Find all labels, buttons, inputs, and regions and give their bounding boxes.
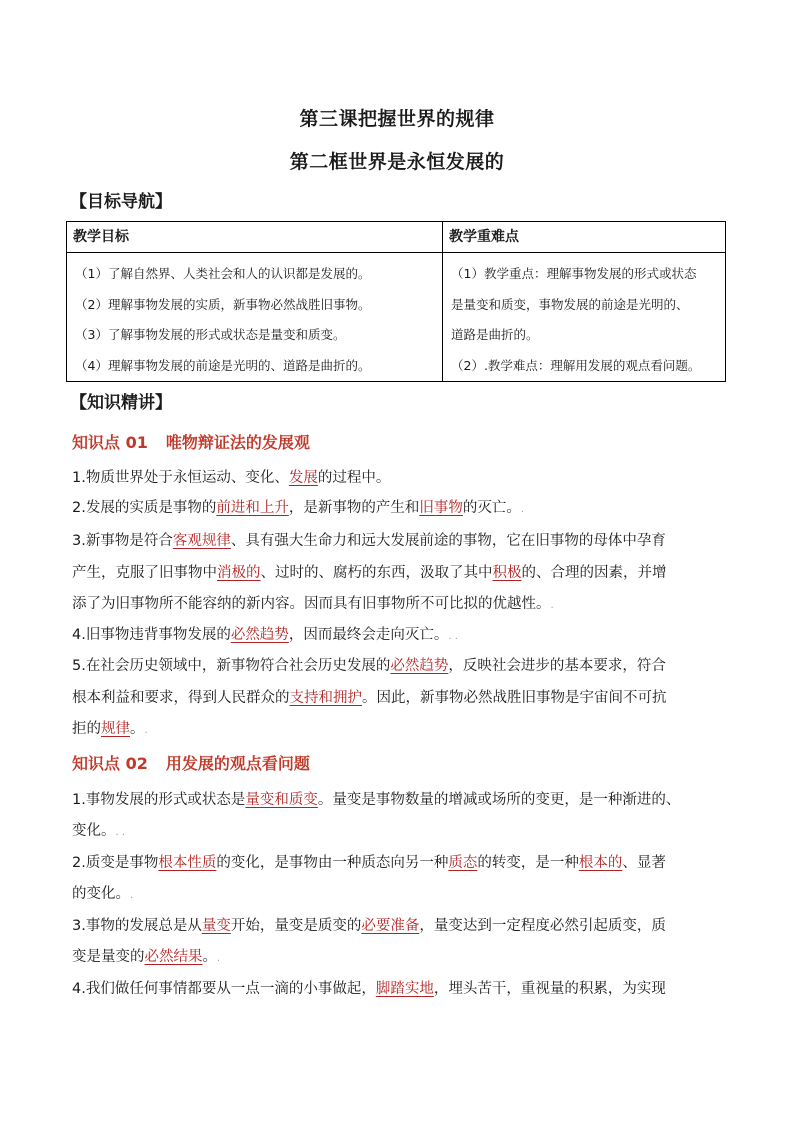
knowledge-point-2-heading — [72, 751, 310, 774]
keypoint-line: （1）教学重点：理解事物发展的形式或状态 — [451, 266, 697, 281]
objective-line: （3）了解事物发展的形式或状态是量变和质变。 — [75, 327, 346, 342]
answer-blank: 积极 — [492, 565, 522, 581]
text-segment: 。因此，新事物必然战胜旧事物是宇宙间不可抗 — [362, 690, 667, 706]
text-segment: ，埋头苦干，重视量的积累，为实现 — [433, 981, 666, 997]
keypoint-line: 是量变和质变，事物发展的前途是光明的、 — [451, 296, 689, 312]
text-segment: 的转变，是一种 — [477, 855, 579, 871]
text-segment: 5.在社会历史领域中，新事物符合社会历史发展的 — [72, 658, 391, 674]
text-segment: 根本利益和要求，得到人民群众的 — [72, 690, 290, 706]
text-segment: 。 — [202, 949, 217, 965]
text-segment: 开始，量变是质变的 — [230, 918, 362, 934]
text-segment: 变化。 — [72, 823, 116, 839]
kp1-line — [72, 492, 732, 526]
answer-blank: 旧事物 — [419, 500, 463, 516]
objectives-cell — [67, 253, 443, 382]
text-segment: 3.新事物是符合 — [72, 533, 173, 549]
objective-line: （4）理解事物发展的前途是光明的、道路是曲折的。 — [75, 357, 371, 373]
marker-dot: . — [520, 504, 525, 515]
answer-blank: 必然趋势 — [230, 627, 289, 643]
marker-dot: . . — [115, 827, 126, 838]
kp2-line — [72, 847, 732, 879]
answer-blank: 前进和上升 — [216, 500, 289, 516]
marker-dot: . — [130, 890, 134, 901]
kp1-line — [72, 619, 732, 653]
text-segment: 的变化。 — [72, 886, 130, 902]
kp2-line — [72, 941, 732, 975]
text-segment: 。 — [130, 721, 145, 737]
answer-blank: 量变和质变 — [245, 792, 318, 808]
goals-table — [66, 221, 726, 382]
section-subtitle: 第二框世界是永恒发展的 — [289, 151, 505, 173]
text-segment: 产生，克服了旧事物中 — [72, 565, 217, 581]
text-segment: ，量变达到一定程度必然引起质变，质 — [419, 918, 666, 934]
kp1-line — [72, 462, 732, 494]
answer-blank: 必要准备 — [361, 918, 420, 934]
keypoint-line: （2）.教学难点：理解用发展的观点看问题。 — [451, 357, 701, 373]
text-segment: ，反映社会进步的基本要求，符合 — [448, 658, 666, 674]
answer-blank: 脚踏实地 — [375, 981, 434, 997]
text-segment: 2.质变是事物 — [72, 855, 159, 871]
knowledge-heading: 【知识精讲】 — [70, 393, 172, 413]
text-segment: 1.事物发展的形式或状态是 — [72, 792, 246, 808]
text-segment: ，因而最终会走向灭亡。 — [288, 627, 449, 643]
keypoint-line: 道路是曲折的。 — [451, 327, 539, 342]
answer-blank: 规律 — [101, 721, 130, 737]
objective-line: （2）理解事物发展的实质，新事物必然战胜旧事物。 — [75, 296, 371, 312]
objective-line: （1）了解自然界、人类社会和人的认识都是发展的。 — [75, 266, 371, 281]
kp1-line — [72, 650, 732, 682]
kp2-line — [72, 910, 732, 942]
lesson-title: 第三课把握世界的规律 — [299, 108, 495, 130]
kp1-line — [72, 713, 732, 747]
knowledge-point-1-heading — [72, 430, 310, 453]
kp2-line — [72, 973, 732, 1005]
marker-dot: . . — [448, 631, 458, 642]
kp2-line — [72, 878, 732, 912]
kp2-line — [72, 815, 732, 849]
goals-header-objectives: 教学目标 — [67, 222, 443, 253]
text-segment: 、显著 — [622, 855, 666, 871]
kp2-line — [72, 784, 732, 816]
text-segment: 变是量变的 — [72, 949, 145, 965]
kp1-line — [72, 588, 732, 622]
goals-nav-heading: 【目标导航】 — [70, 192, 172, 212]
text-segment: 1.物质世界处于永恒运动、变化、 — [72, 470, 289, 486]
answer-blank: 必然结果 — [144, 949, 203, 965]
kp2-title: 用发展的观点看问题 — [165, 754, 310, 773]
text-segment: ，是新事物的产生和 — [288, 500, 420, 516]
answer-blank: 必然趋势 — [390, 658, 449, 674]
kp1-line — [72, 682, 732, 714]
answer-blank: 量变 — [201, 918, 231, 934]
keypoints-cell — [443, 253, 726, 382]
text-segment: 的变化，是事物由一种质态向另一种 — [216, 855, 449, 871]
answer-blank: 根本性质 — [158, 855, 217, 871]
kp2-label: 知识点 02 — [72, 754, 148, 773]
text-segment: 拒的 — [72, 721, 101, 737]
text-segment: 4.我们做任何事情都要从一点一滴的小事做起， — [72, 981, 376, 997]
text-segment: 的过程中。 — [317, 470, 391, 486]
answer-blank: 发展 — [288, 470, 318, 486]
kp1-line — [72, 525, 732, 557]
marker-dot: . — [144, 725, 148, 736]
text-segment: 、具有强大生命力和远大发展前途的事物，它在旧事物的母体中孕育 — [230, 533, 666, 549]
text-segment: 4.旧事物违背事物发展的 — [72, 627, 231, 643]
text-segment: 的、合理的因素，并增 — [521, 565, 667, 581]
marker-dot: . — [550, 600, 554, 611]
answer-blank: 质态 — [448, 855, 478, 871]
marker-dot: . — [217, 953, 221, 964]
text-segment: 、过时的、腐朽的东西，汲取了其中 — [260, 565, 493, 581]
text-segment: 3.事物的发展总是从 — [72, 918, 202, 934]
kp1-title: 唯物辩证法的发展观 — [165, 433, 310, 452]
answer-blank: 消极的 — [217, 565, 261, 581]
answer-blank: 根本的 — [578, 855, 623, 871]
answer-blank: 支持和拥护 — [289, 690, 362, 706]
goals-header-keypoints: 教学重难点 — [443, 222, 726, 253]
text-segment: 的灭亡。 — [462, 500, 521, 516]
text-segment: 2.发展的实质是事物的 — [72, 500, 217, 516]
answer-blank: 客观规律 — [172, 533, 231, 549]
kp1-label: 知识点 01 — [72, 433, 148, 452]
text-segment: 添了为旧事物所不能容纳的新内容。因而具有旧事物所不可比拟的优越性。 — [72, 596, 551, 612]
kp1-line — [72, 557, 732, 589]
text-segment: 。量变是事物数量的增减或场所的变更，是一种渐进的、 — [317, 792, 681, 808]
